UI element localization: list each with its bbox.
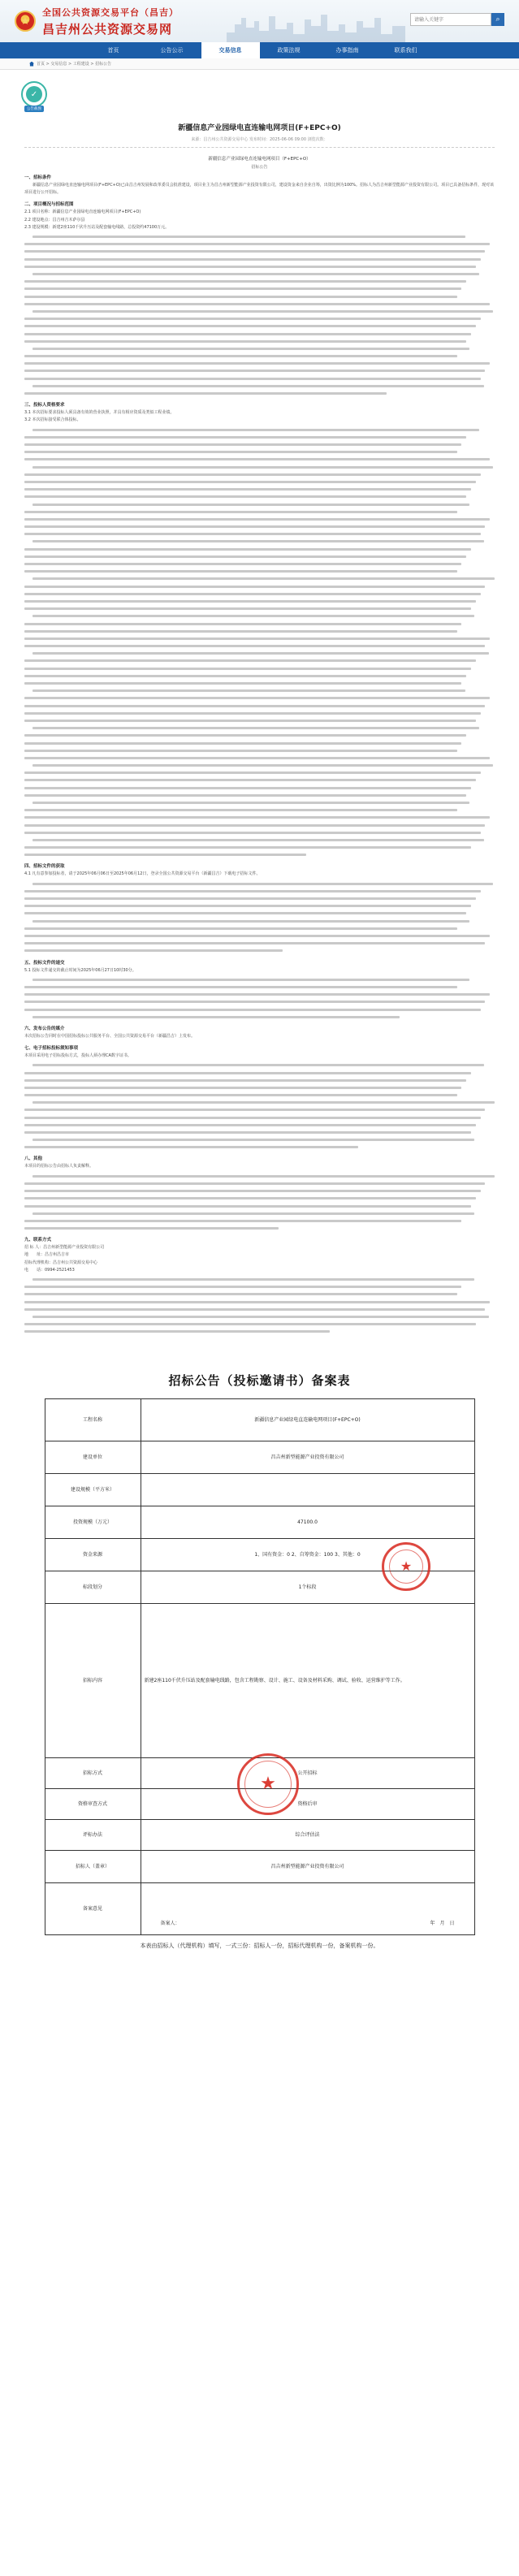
text-block (24, 1173, 495, 1233)
table-row (45, 1603, 474, 1757)
row-label: 工程名称 (45, 1398, 141, 1441)
filing-form-table (45, 1398, 475, 1935)
paragraph: 新疆信息产业园绿电直连输电网项目(F+EPC+O)已由昌吉州发展和改革委员会批准建设，项目业主为昌吉州新型能源产业投资有限公司，建设资金来自企业自筹，出资比例为100%。招标人为昌吉州新型能源产业投资有限公司。项目已具备招标条件，现对该项目进行公开招标。 (24, 183, 495, 196)
text-line (24, 784, 495, 792)
nav-item-trade-info[interactable]: 交易信息 (201, 42, 260, 58)
official-seal-icon: ★ (382, 1542, 430, 1591)
paragraph: 2.2 建设地点：昌吉州吉木萨尔县 (24, 217, 85, 223)
text-line (24, 390, 495, 397)
text-line (24, 590, 495, 598)
section-heading: 六、发布公告的媒介 (24, 1026, 65, 1031)
text-line (24, 1091, 495, 1099)
text-line (24, 538, 495, 545)
text-block (24, 233, 495, 397)
text-line (24, 330, 495, 337)
row-label: 投资规模（万元） (45, 1506, 141, 1538)
text-line (24, 792, 495, 799)
text-line (24, 308, 495, 315)
row-value: 昌吉州新型能源产业投资有限公司 (141, 1441, 474, 1473)
section-heading: 三、投标人资格要求 (24, 403, 65, 408)
doc-heading: 招标公告 (251, 165, 268, 170)
text-line (24, 1328, 495, 1335)
text-line (24, 322, 495, 330)
paragraph: 3.1 本次招标要求投标人须具备有效的营业执照，并具有相应资质及类似工程业绩。 (24, 410, 175, 416)
text-line (24, 642, 495, 650)
breadcrumb-path[interactable]: 首页 > 交易信息 > 工程建设 > 招标公告 (37, 62, 112, 67)
text-line (24, 338, 495, 345)
row-label: 建设规模（平方米） (45, 1473, 141, 1506)
row-value: 新疆信息产业园绿电直连输电网项目(F+EPC+O) (141, 1398, 474, 1441)
text-line (24, 441, 495, 448)
text-line (24, 582, 495, 590)
text-line (24, 233, 495, 240)
text-line (24, 1320, 495, 1328)
text-line (24, 456, 495, 463)
text-line (24, 598, 495, 605)
section-heading: 五、投标文件的递交 (24, 960, 65, 966)
row-label: 评标办法 (45, 1819, 141, 1850)
search-button[interactable] (491, 13, 504, 26)
paragraph: 4.1 凡有意参加投标者，请于2025年06月06日至2025年06月12日，登录全国公共资源交易平台（新疆昌吉）下载电子招标文件。 (24, 871, 261, 877)
text-line (24, 998, 495, 1005)
text-line (24, 710, 495, 717)
text-line (24, 680, 495, 687)
row-value: 资格后审 (141, 1788, 474, 1819)
text-line (24, 724, 495, 732)
row-label: 资格审查方式 (45, 1788, 141, 1819)
text-line (24, 240, 495, 248)
filing-form (0, 1372, 519, 1958)
text-line (24, 516, 495, 523)
row-value: 昌吉州新型能源产业投资有限公司 (141, 1850, 474, 1882)
row-value (141, 1473, 474, 1506)
search-icon: ⌕ (495, 15, 500, 24)
text-line (24, 814, 495, 821)
row-value (141, 1882, 474, 1934)
text-line (24, 248, 495, 255)
section-heading: 九、联系方式 (24, 1238, 52, 1243)
text-line (24, 732, 495, 739)
nav-item-notices[interactable]: 公告公示 (160, 47, 184, 54)
row-label: 备案意见 (45, 1882, 141, 1934)
text-line (24, 836, 495, 844)
text-line (24, 754, 495, 762)
text-line (24, 1069, 495, 1076)
text-line (24, 844, 495, 851)
row-value: 新建2座110千伏升压站及配套输电线路，包含工程勘察、设计、施工、设备及材料采购、调试、验收、运营维护等工作。 (141, 1603, 474, 1757)
text-line (24, 1106, 495, 1113)
status-badge-label: 公告截图 (24, 106, 44, 112)
text-line (24, 367, 495, 374)
text-line (24, 375, 495, 383)
row-value: 1、国有资金：0 2、自筹资金：100 3、其他：0 (141, 1538, 474, 1571)
text-line (24, 434, 495, 441)
text-line (24, 1122, 495, 1129)
text-line (24, 493, 495, 500)
text-line (24, 672, 495, 680)
contact-agent: 招标代理机构：昌吉州公共资源交易中心 (24, 1260, 98, 1265)
text-line (24, 1173, 495, 1180)
section-heading: 七、电子招标投标须知事项 (24, 1046, 79, 1052)
contact-tenderer: 招 标 人：昌吉州新型能源产业投资有限公司 (24, 1245, 105, 1251)
text-line (24, 360, 495, 367)
text-line (24, 650, 495, 657)
text-line (24, 463, 495, 470)
text-line (24, 829, 495, 836)
text-line (24, 448, 495, 456)
text-line (24, 918, 495, 925)
paragraph: 本项目的招标公告由招标人负责解释。 (24, 1164, 94, 1169)
text-line (24, 500, 495, 508)
text-line (24, 1202, 495, 1209)
text-line (24, 1313, 495, 1320)
text-line (24, 1195, 495, 1202)
text-line (24, 1114, 495, 1122)
text-line (24, 628, 495, 635)
row-value: 1个标段 (141, 1571, 474, 1603)
text-line (24, 888, 495, 895)
table-row (45, 1882, 474, 1934)
date-label: 年 月 日 (430, 1920, 455, 1926)
signer-label: 备案人： (160, 1920, 180, 1926)
text-line (24, 687, 495, 694)
status-badge (21, 81, 47, 111)
paragraph: 2.1 项目名称：新疆信息产业园绿电直连输电网项目(F+EPC+O) (24, 210, 141, 215)
text-line (24, 1283, 495, 1290)
text-line (24, 1180, 495, 1187)
search-input[interactable] (410, 13, 491, 26)
status-area (0, 70, 519, 119)
official-seal-icon: ★ (237, 1753, 299, 1815)
text-line (24, 620, 495, 627)
paragraph: 本项目采用电子招标投标方式，投标人须办理CA数字证书。 (24, 1053, 132, 1059)
text-line (24, 1136, 495, 1143)
row-label: 招标内容 (45, 1603, 141, 1757)
text-line (24, 315, 495, 322)
text-line (24, 799, 495, 806)
text-line (24, 976, 495, 983)
search-box (410, 13, 504, 26)
text-line (24, 270, 495, 278)
text-line (24, 530, 495, 538)
text-line (24, 983, 495, 991)
table-row (45, 1473, 474, 1506)
text-line (24, 575, 495, 582)
text-line (24, 902, 495, 910)
row-label: 招标方式 (45, 1757, 141, 1788)
main-nav (0, 42, 519, 58)
text-block (24, 880, 495, 955)
article-meta: 来源：昌吉州公共资源交易中心 发布时间：2025-06-06 09:00 浏览次数： (24, 136, 495, 148)
text-block (24, 426, 495, 859)
section-heading: 四、招标文件的获取 (24, 864, 65, 870)
section-heading: 二、项目概况与招标范围 (24, 202, 74, 208)
text-line (24, 769, 495, 776)
text-line (24, 1099, 495, 1106)
text-line (24, 991, 495, 998)
row-value: 公开招标 (141, 1757, 474, 1788)
text-line (24, 776, 495, 784)
site-title-line1: 全国公共资源交易平台（昌吉） (42, 6, 179, 18)
text-line (24, 925, 495, 932)
text-line (24, 1005, 495, 1013)
text-line (24, 523, 495, 530)
text-block (24, 976, 495, 1021)
text-line (24, 471, 495, 478)
row-label: 标段划分 (45, 1571, 141, 1603)
text-line (24, 895, 495, 902)
breadcrumb (0, 58, 519, 70)
nav-item-policies[interactable]: 政策法规 (277, 47, 301, 54)
nav-item-home[interactable]: 首页 (107, 47, 119, 54)
table-row (45, 1850, 474, 1882)
nav-item-contact[interactable]: 联系我们 (394, 47, 417, 54)
text-line (24, 285, 495, 292)
text-line (24, 762, 495, 769)
text-line (24, 560, 495, 568)
text-line (24, 612, 495, 620)
text-line (24, 1276, 495, 1283)
text-line (24, 665, 495, 672)
contact-address: 地 址：昌吉州昌吉市 (24, 1252, 70, 1258)
article-title: 新疆信息产业园绿电直连输电网项目(F+EPC+O) (178, 124, 341, 132)
skyline-decoration-icon (227, 10, 405, 42)
text-line (24, 478, 495, 486)
national-emblem-icon: ★ (15, 11, 36, 32)
text-line (24, 1143, 495, 1151)
row-label: 招标人（盖章） (45, 1850, 141, 1882)
row-value: 47100.0 (141, 1506, 474, 1538)
text-line (24, 383, 495, 390)
text-line (24, 256, 495, 263)
home-icon[interactable] (29, 62, 34, 67)
text-line (24, 345, 495, 352)
table-row (45, 1441, 474, 1473)
site-header (0, 0, 519, 42)
nav-item-guide[interactable]: 办事指南 (335, 47, 359, 54)
site-title-line2[interactable]: 昌吉州公共资源交易网 (42, 21, 173, 37)
filing-form-footnote: 本表由招标人（代理机构）填写，一式三份：招标人一份，招标代理机构一份，备案机构一份。 (140, 1942, 379, 1949)
text-line (24, 940, 495, 947)
text-line (24, 702, 495, 709)
text-line (24, 293, 495, 300)
text-line (24, 1217, 495, 1225)
text-line (24, 508, 495, 516)
row-label: 资金来源 (45, 1538, 141, 1571)
text-line (24, 1084, 495, 1091)
text-line (24, 880, 495, 888)
text-line (24, 910, 495, 917)
text-line (24, 1014, 495, 1021)
text-line (24, 278, 495, 285)
text-line (24, 426, 495, 434)
site-titles (42, 6, 179, 37)
table-row (45, 1398, 474, 1441)
text-line (24, 1290, 495, 1298)
text-line (24, 806, 495, 814)
row-value: 综合评估法 (141, 1819, 474, 1850)
text-line (24, 747, 495, 754)
text-line (24, 1077, 495, 1084)
filing-form-title: 招标公告（投标邀请书）备案表 (168, 1372, 351, 1388)
text-line (24, 486, 495, 493)
paragraph: 2.3 建设规模：新建2座110千伏升压站及配套输电线路，总投资约47100万元。 (24, 224, 170, 230)
table-row (45, 1819, 474, 1850)
text-line (24, 1306, 495, 1313)
text-line (24, 821, 495, 828)
text-line (24, 947, 495, 954)
text-line (24, 657, 495, 664)
text-line (24, 352, 495, 360)
text-line (24, 717, 495, 724)
text-line (24, 568, 495, 575)
text-line (24, 1129, 495, 1136)
text-line (24, 635, 495, 642)
paragraph: 5.1 投标文件递交的截止时间为2025年06月27日10时30分。 (24, 967, 136, 973)
section-heading: 一、招标条件 (24, 175, 52, 180)
text-block (24, 1276, 495, 1336)
text-line (24, 1225, 495, 1232)
paragraph: 本次招标公告同时在中国招标投标公共服务平台、全国公共资源交易平台（新疆昌吉）上发布。 (24, 1033, 196, 1039)
table-row (45, 1506, 474, 1538)
paragraph: 3.2 本次招标接受联合体投标。 (24, 417, 81, 423)
doc-subtitle: 新疆信息产业园绿电直连输电网项目（F+EPC+O） (208, 157, 311, 162)
text-line (24, 1210, 495, 1217)
row-label: 建设单位 (45, 1441, 141, 1473)
text-block (24, 1061, 495, 1151)
article (0, 122, 519, 1336)
contact-phone: 电 话：0994-2521453 (24, 1267, 75, 1273)
text-line (24, 300, 495, 308)
text-line (24, 1061, 495, 1069)
section-heading: 八、其他 (24, 1156, 43, 1162)
text-line (24, 1187, 495, 1195)
text-line (24, 605, 495, 612)
text-line (24, 851, 495, 858)
document-check-icon: ✓ (26, 86, 42, 102)
text-line (24, 553, 495, 560)
text-line (24, 546, 495, 553)
text-line (24, 694, 495, 702)
text-line (24, 1299, 495, 1306)
text-line (24, 932, 495, 940)
text-line (24, 263, 495, 270)
text-line (24, 739, 495, 746)
